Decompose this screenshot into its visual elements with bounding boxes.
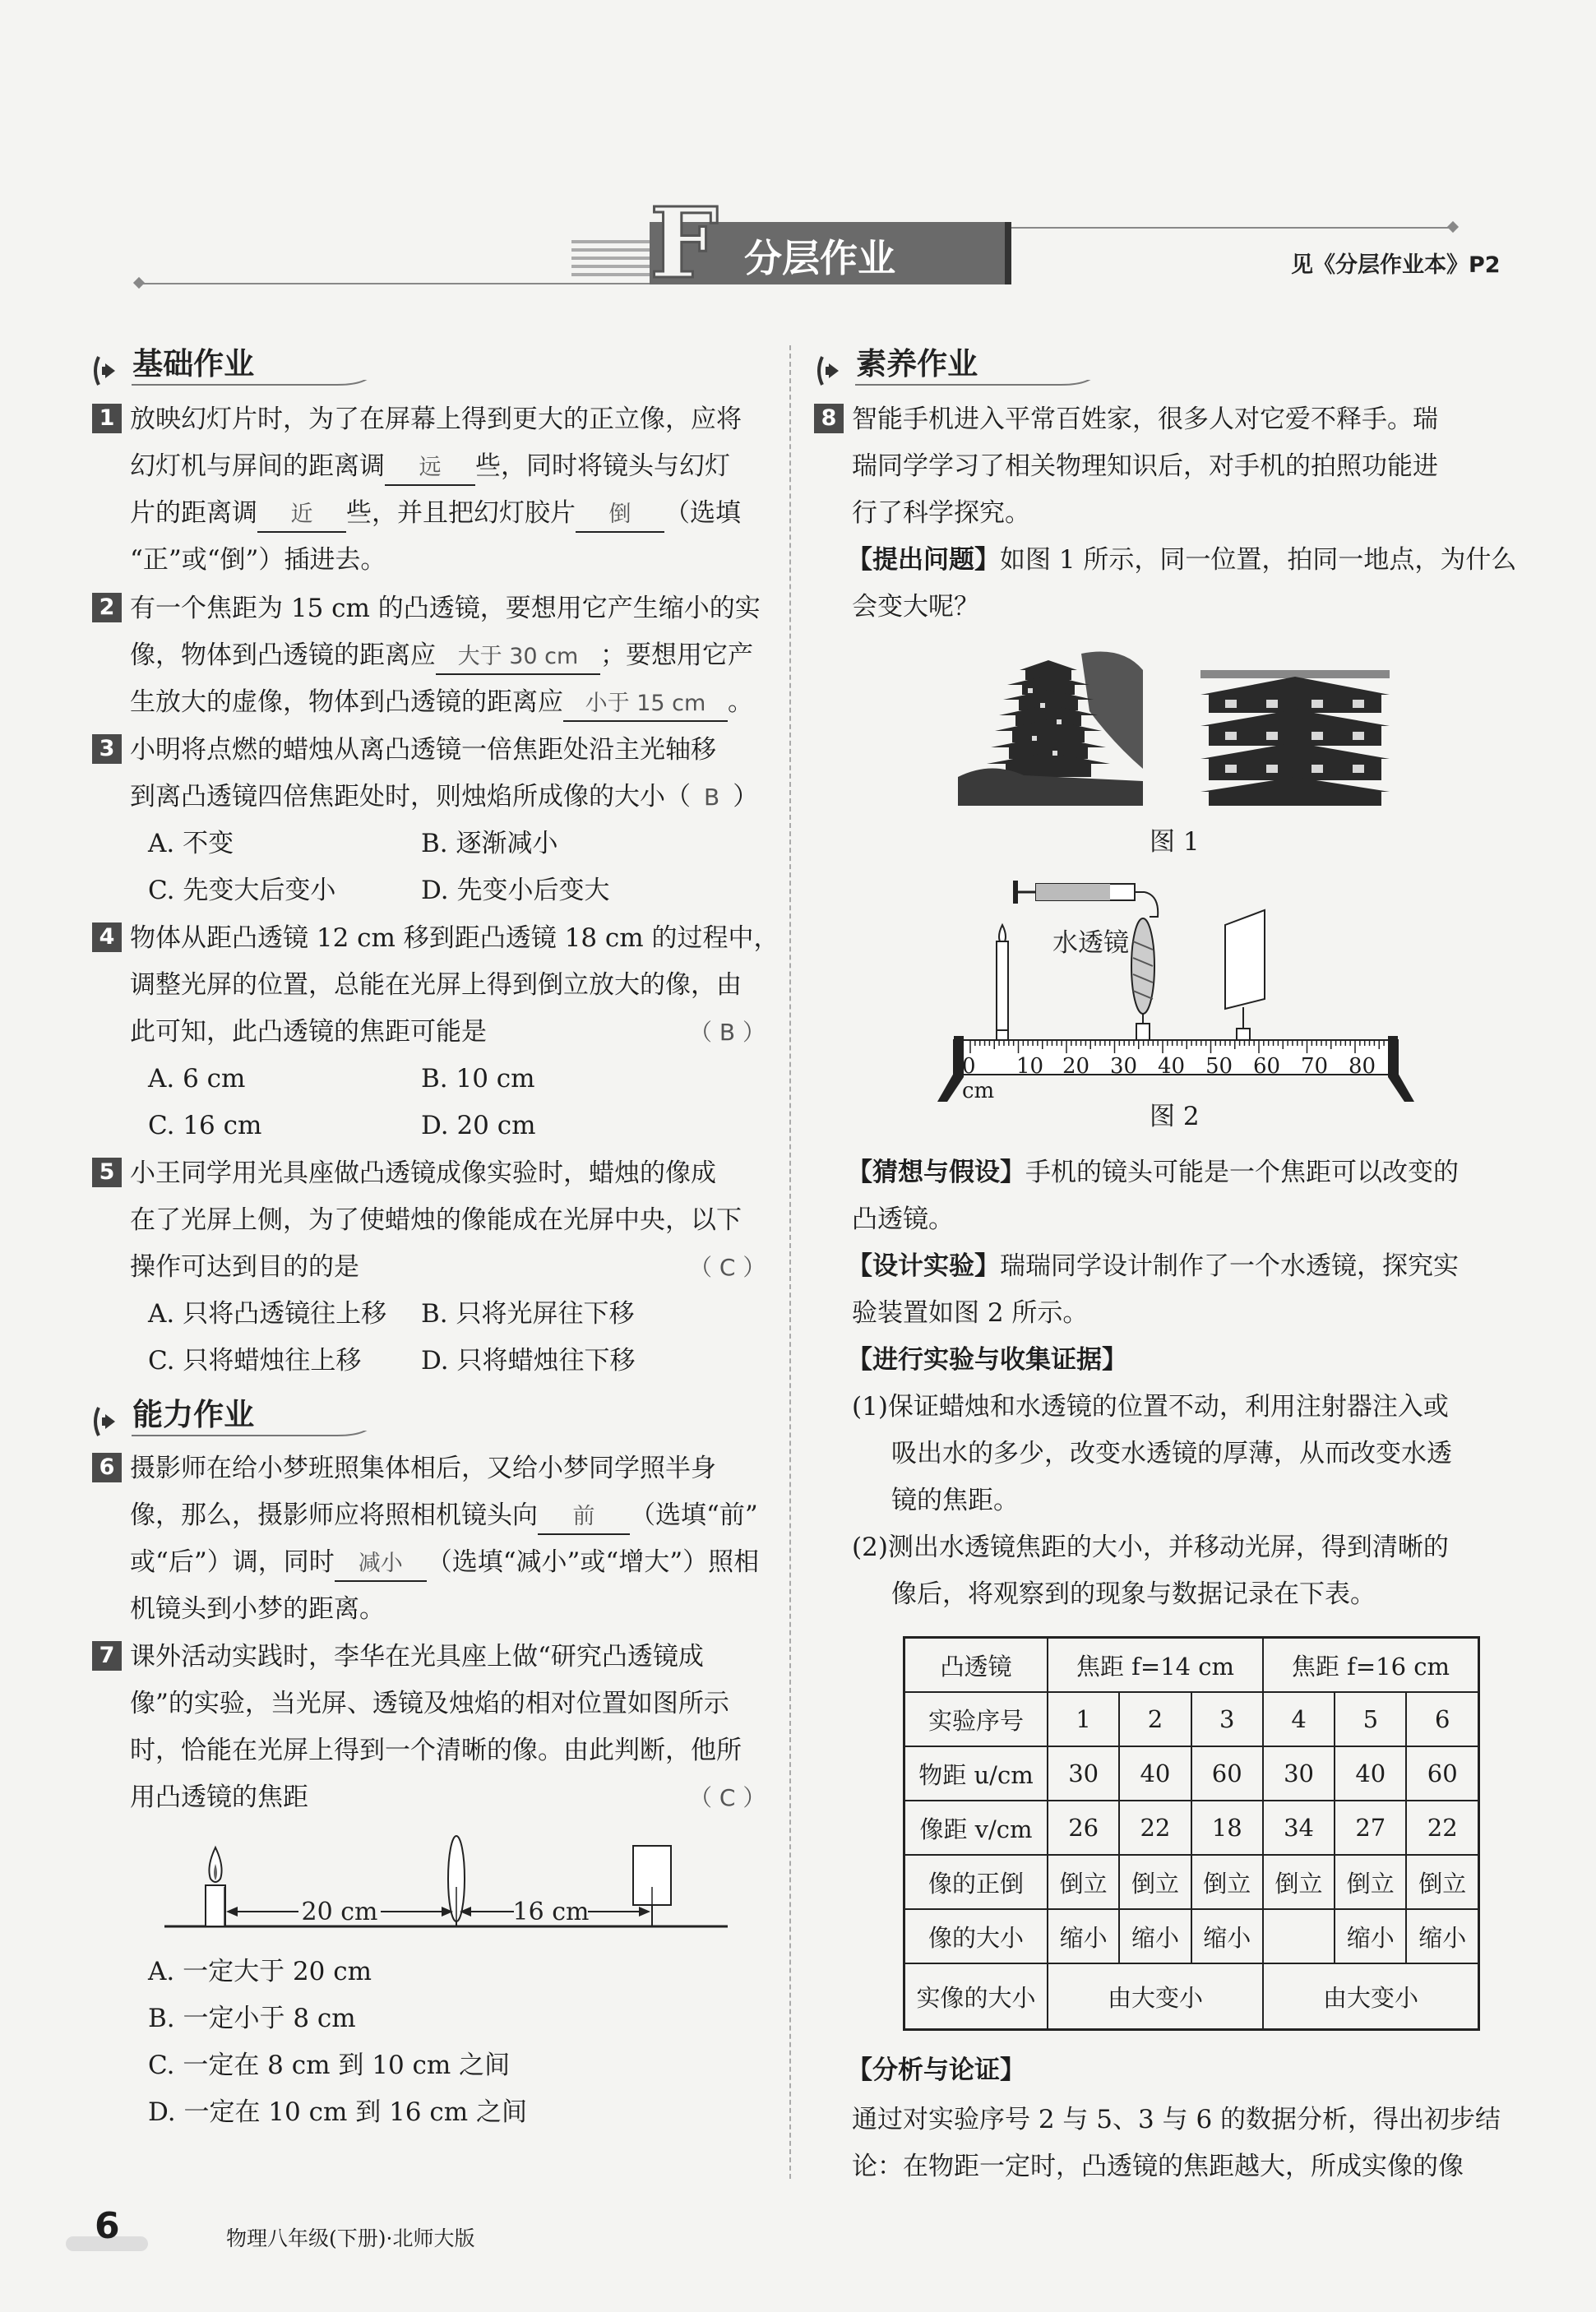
q8-ask-tag: 【提出问题】: [847, 545, 1000, 575]
q2-text: 。: [728, 687, 753, 717]
q2-text: 有一个焦距为 15 cm 的凸透镜，要想用它产生缩小的实: [130, 594, 761, 623]
q1-text: 放映幻灯片时，为了在屏幕上得到更大的正立像，应将: [130, 405, 742, 434]
q8-design-tag: 【设计实验】: [847, 1251, 1000, 1281]
table-row-label: 像距 v/cm: [904, 1801, 1048, 1855]
table-cell: 5: [1335, 1692, 1406, 1746]
table-header-cell: 凸透镜: [904, 1638, 1048, 1693]
table-cell: 60: [1406, 1746, 1478, 1801]
q8-design: [847, 1243, 1459, 1290]
q8-hyp-tag: 【猜想与假设】: [847, 1158, 1025, 1187]
figure-1-pagoda-photos: [958, 645, 1390, 810]
figure-1-caption: 图 1: [1150, 827, 1200, 857]
candle-icon: [206, 1847, 225, 1926]
table-row: [904, 1746, 1479, 1801]
q5-option-a[interactable]: A. 只将凸透镜往上移: [148, 1299, 387, 1329]
table-cell: 倒立: [1191, 1855, 1263, 1909]
q1: [92, 396, 742, 443]
q3-text: 到离凸透镜四倍焦距处时，则烛焰所成像的大小（: [130, 782, 691, 812]
table-header-cell: 焦距 f=14 cm: [1048, 1638, 1263, 1693]
q7-line2: 像”的实验，当光屏、透镜及烛焰的相对位置如图所示: [130, 1689, 729, 1718]
table-cell: 缩小: [1119, 1909, 1191, 1963]
section-ability-title: 能力作业: [132, 1397, 255, 1432]
experiment-data-table: [903, 1636, 1480, 2031]
q4-option-d[interactable]: D. 20 cm: [421, 1111, 536, 1140]
table-cell: 缩小: [1406, 1909, 1478, 1963]
water-lens-label: 水透镜: [1052, 928, 1129, 958]
table-cell: 由大变小: [1048, 1963, 1263, 2030]
q7-option-d[interactable]: D. 一定在 10 cm 到 16 cm 之间: [148, 2097, 527, 2127]
section-underline: [814, 380, 1110, 396]
table-cell: 4: [1263, 1692, 1335, 1746]
q5-line3: 操作可达到目的的是: [130, 1252, 359, 1282]
q3: [92, 727, 716, 774]
pagoda-photo-small: [958, 645, 1143, 806]
table-cell: 缩小: [1335, 1909, 1406, 1963]
section-literacy-title: 素养作业: [856, 346, 978, 381]
table-cell: 30: [1263, 1746, 1335, 1801]
q1-text: （选填: [664, 498, 741, 528]
candle-icon: [997, 925, 1008, 1040]
table-row: [904, 1963, 1479, 2030]
pagoda-photo-large: [1200, 670, 1390, 806]
q4-option-a[interactable]: A. 6 cm: [148, 1064, 246, 1094]
q4-line3: 此可知，此凸透镜的焦距可能是: [130, 1017, 487, 1047]
q7-distance-1: 20 cm: [301, 1898, 378, 1926]
ruler-tick: 50: [1205, 1054, 1233, 1079]
table-cell: 缩小: [1048, 1909, 1119, 1963]
table-header-row: [904, 1638, 1479, 1693]
q7-line3: 时，恰能在光屏上得到一个清晰的像。由此判断，他所: [130, 1736, 742, 1765]
q2-line2: [130, 632, 753, 679]
q7-optical-bench-figure: [160, 1829, 736, 1944]
q6-line3: [130, 1539, 759, 1586]
q3-line2: [130, 774, 758, 821]
section-basic-title: 基础作业: [132, 346, 255, 381]
q4-option-c[interactable]: C. 16 cm: [148, 1111, 262, 1140]
q3-option-a[interactable]: A. 不变: [148, 829, 234, 858]
q6-line2: [130, 1492, 758, 1539]
q8-line3: 行了科学探究。: [852, 498, 1030, 528]
q7-option-b[interactable]: B. 一定小于 8 cm: [148, 2004, 356, 2033]
column-divider: [789, 345, 791, 2179]
table-cell: 6: [1406, 1692, 1478, 1746]
q3-number: 3: [92, 734, 122, 764]
q8-design-text2: 验装置如图 2 所示。: [852, 1298, 1089, 1328]
q6-text: 像，那么，摄影师应将照相机镜头向: [130, 1500, 538, 1530]
q1-text: 幻灯机与屏间的距离调: [130, 451, 385, 481]
q8-question: [847, 537, 1516, 584]
q6-answer-1[interactable]: 前: [538, 1500, 630, 1535]
q3-option-b[interactable]: B. 逐渐减小: [421, 829, 558, 858]
table-row: [904, 1855, 1479, 1909]
q5-text: 小王同学用光具座做凸透镜成像实验时，蜡烛的像成: [130, 1158, 716, 1188]
q1-answer-2[interactable]: 近: [257, 498, 346, 533]
table-cell: 倒立: [1048, 1855, 1119, 1909]
q1-text: 些，同时将镜头与幻灯: [475, 451, 730, 481]
section-underline: [90, 1431, 386, 1447]
q1-number: 1: [92, 404, 122, 433]
table-cell: 22: [1119, 1801, 1191, 1855]
table-cell: 60: [1191, 1746, 1263, 1801]
q5-option-b[interactable]: B. 只将光屏往下移: [421, 1299, 635, 1329]
q5-option-d[interactable]: D. 只将蜡烛往下移: [421, 1346, 636, 1376]
q8-design-text: 瑞瑞同学设计制作了一个水透镜，探究实: [1000, 1251, 1459, 1281]
table-row-label: 像的正倒: [904, 1855, 1048, 1909]
table-row: [904, 1692, 1479, 1746]
table-row-label: 实像的大小: [904, 1963, 1048, 2030]
book-title: 物理八年级(下册)·北师大版: [226, 2226, 475, 2250]
q5-option-c[interactable]: C. 只将蜡烛往上移: [148, 1346, 362, 1376]
q8-analysis-line1: 通过对实验序号 2 与 5、3 与 6 的数据分析，得出初步结: [852, 2105, 1501, 2134]
q4-answer[interactable]: （ B ）: [689, 1019, 766, 1046]
q6-text: 摄影师在给小梦班照集体相后，又给小梦同学照半身: [130, 1454, 716, 1483]
table-cell: 30: [1048, 1746, 1119, 1801]
page-number: 6: [95, 2205, 120, 2247]
q8-ask-text: 如图 1 所示，同一位置，拍同一地点，为什么: [1000, 545, 1517, 575]
q2-line3: [130, 679, 753, 726]
q8-hypothesis: [847, 1149, 1459, 1196]
q1-answer-1[interactable]: 远: [385, 451, 475, 486]
q8-step1-line2: 吸出水的多少，改变水透镜的厚薄，从而改变水透: [891, 1439, 1452, 1468]
table-cell: 1: [1048, 1692, 1119, 1746]
table-row: [904, 1909, 1479, 1963]
q1-answer-3[interactable]: 倒: [576, 498, 664, 533]
table-row-label: 物距 u/cm: [904, 1746, 1048, 1801]
q8-step2-line1: (2)测出水透镜焦距的大小，并移动光屏，得到清晰的: [852, 1533, 1449, 1562]
ruler-zero: 0 cm: [962, 1054, 995, 1103]
q2: [92, 585, 761, 632]
q8-number: 8: [814, 404, 844, 433]
q3-answer[interactable]: B: [704, 784, 720, 811]
table-cell: 倒立: [1335, 1855, 1406, 1909]
q8-step1-line1: (1)保证蜡烛和水透镜的位置不动，利用注射器注入或: [852, 1392, 1449, 1422]
q6-answer-2[interactable]: 减小: [335, 1547, 427, 1582]
q3-text: 小明将点燃的蜡烛从离凸透镜一倍焦距处沿主光轴移: [130, 735, 716, 765]
q5-line2: 在了光屏上侧，为了使蜡烛的像能成在光屏中央，以下: [130, 1205, 742, 1235]
q4-line2: 调整光屏的位置，总能在光屏上得到倒立放大的像，由: [130, 970, 742, 1000]
q3-option-c[interactable]: C. 先变大后变小: [148, 876, 336, 905]
table-cell: [1263, 1909, 1335, 1963]
q7-distance-2: 16 cm: [512, 1898, 590, 1926]
table-row-label: 实验序号: [904, 1692, 1048, 1746]
q6-line4: 机镜头到小梦的距离。: [130, 1594, 385, 1624]
table-cell: 40: [1119, 1746, 1191, 1801]
q7-option-a[interactable]: A. 一定大于 20 cm: [148, 1957, 372, 1986]
q4-text: 物体从距凸透镜 12 cm 移到距凸透镜 18 cm 的过程中，: [130, 923, 779, 953]
q7: [92, 1634, 704, 1681]
q2-answer-1[interactable]: 大于 30 cm: [436, 640, 600, 675]
q8-hyp-text: 手机的镜头可能是一个焦距可以改变的: [1025, 1158, 1459, 1187]
section-underline: [90, 380, 386, 396]
syringe-icon: [1013, 881, 1158, 917]
table-header-cell: 焦距 f=16 cm: [1263, 1638, 1479, 1693]
table-cell: 26: [1048, 1801, 1119, 1855]
q2-text: ；要想用它产: [600, 640, 753, 670]
q8-hyp-text2: 凸透镜。: [852, 1205, 954, 1234]
q8-analysis-tag: 【分析与论证】: [847, 2055, 1025, 2085]
q7-number: 7: [92, 1641, 122, 1671]
screen-icon: [1225, 910, 1265, 1040]
q1-line2: [130, 443, 730, 490]
figure-2-caption: 图 2: [1150, 1102, 1200, 1131]
q8-text: 智能手机进入平常百姓家，很多人对它爱不释手。瑞: [852, 405, 1438, 434]
q6-text: 或“后”）调，同时: [130, 1547, 335, 1577]
q8-ask-text2: 会变大呢？: [852, 592, 979, 622]
table-cell: 18: [1191, 1801, 1263, 1855]
q8-experiment-tag: 【进行实验与收集证据】: [847, 1345, 1127, 1375]
table-cell: 由大变小: [1263, 1963, 1479, 2030]
ruler-tick: 30: [1110, 1054, 1138, 1079]
q2-text: 像，物体到凸透镜的距离应: [130, 640, 436, 670]
q5: [92, 1150, 716, 1197]
q8: [814, 396, 1438, 443]
table-row: [904, 1801, 1479, 1855]
q7-option-c[interactable]: C. 一定在 8 cm 到 10 cm 之间: [148, 2051, 511, 2080]
table-cell: 22: [1406, 1801, 1478, 1855]
ruler-tick: 40: [1158, 1054, 1186, 1079]
table-row-label: 像的大小: [904, 1909, 1048, 1963]
q6-text: （选填“减小”或“增大”）照相: [426, 1547, 760, 1577]
q7-answer[interactable]: （ C ）: [689, 1784, 766, 1811]
q7-text: 课外活动实践时，李华在光具座上做“研究凸透镜成: [130, 1642, 704, 1672]
q8-analysis-line2: 论：在物距一定时，凸透镜的焦距越大，所成实像的像: [852, 2152, 1464, 2181]
water-lens-icon: [1131, 918, 1154, 1040]
table-cell: 倒立: [1263, 1855, 1335, 1909]
table-cell: 倒立: [1406, 1855, 1478, 1909]
q2-number: 2: [92, 593, 122, 622]
ruler-tick: 10: [1016, 1054, 1044, 1079]
q1-line4: “正”或“倒”）插进去。: [130, 545, 386, 575]
ruler-tick: 80: [1349, 1054, 1376, 1079]
table-cell: 27: [1335, 1801, 1406, 1855]
table-cell: 40: [1335, 1746, 1406, 1801]
q2-text: 生放大的虚像，物体到凸透镜的距离应: [130, 687, 563, 717]
q6-number: 6: [92, 1453, 122, 1482]
q4-option-b[interactable]: B. 10 cm: [421, 1064, 535, 1094]
q6-text: （选填“前”: [630, 1500, 758, 1530]
banner-title: 分层作业: [744, 236, 895, 280]
ruler-tick: 20: [1062, 1054, 1090, 1079]
ruler-tick: 60: [1253, 1054, 1281, 1079]
q2-answer-2[interactable]: 小于 15 cm: [563, 687, 728, 722]
q1-text: 些，并且把幻灯胶片: [346, 498, 576, 528]
table-cell: 缩小: [1191, 1909, 1263, 1963]
q8-step2-line2: 像后，将观察到的现象与数据记录在下表。: [891, 1579, 1376, 1609]
section-ability: [90, 1390, 254, 1440]
q8-line2: 瑞同学学习了相关物理知识后，对手机的拍照功能进: [852, 451, 1438, 481]
q5-number: 5: [92, 1158, 122, 1187]
table-cell: 34: [1263, 1801, 1335, 1855]
q1-line3: [130, 490, 741, 537]
table-cell: 3: [1191, 1692, 1263, 1746]
section-basic: [90, 339, 254, 390]
q1-text: 片的距离调: [130, 498, 257, 528]
q5-answer[interactable]: （ C ）: [689, 1254, 766, 1281]
section-literacy: [814, 339, 978, 390]
q8-step1-line3: 镜的焦距。: [891, 1486, 1019, 1515]
workbook-reference: 见《分层作业本》P2: [1291, 252, 1501, 278]
q3-option-d[interactable]: D. 先变小后变大: [421, 876, 610, 905]
banner-letter: F: [650, 186, 719, 300]
table-cell: 2: [1119, 1692, 1191, 1746]
q4-number: 4: [92, 922, 122, 952]
ruler-tick: 70: [1301, 1054, 1329, 1079]
table-cell: 倒立: [1119, 1855, 1191, 1909]
q7-line4: 用凸透镜的焦距: [130, 1783, 308, 1812]
q6: [92, 1445, 716, 1492]
q3-text: ）: [733, 782, 759, 812]
q4: [92, 915, 779, 962]
